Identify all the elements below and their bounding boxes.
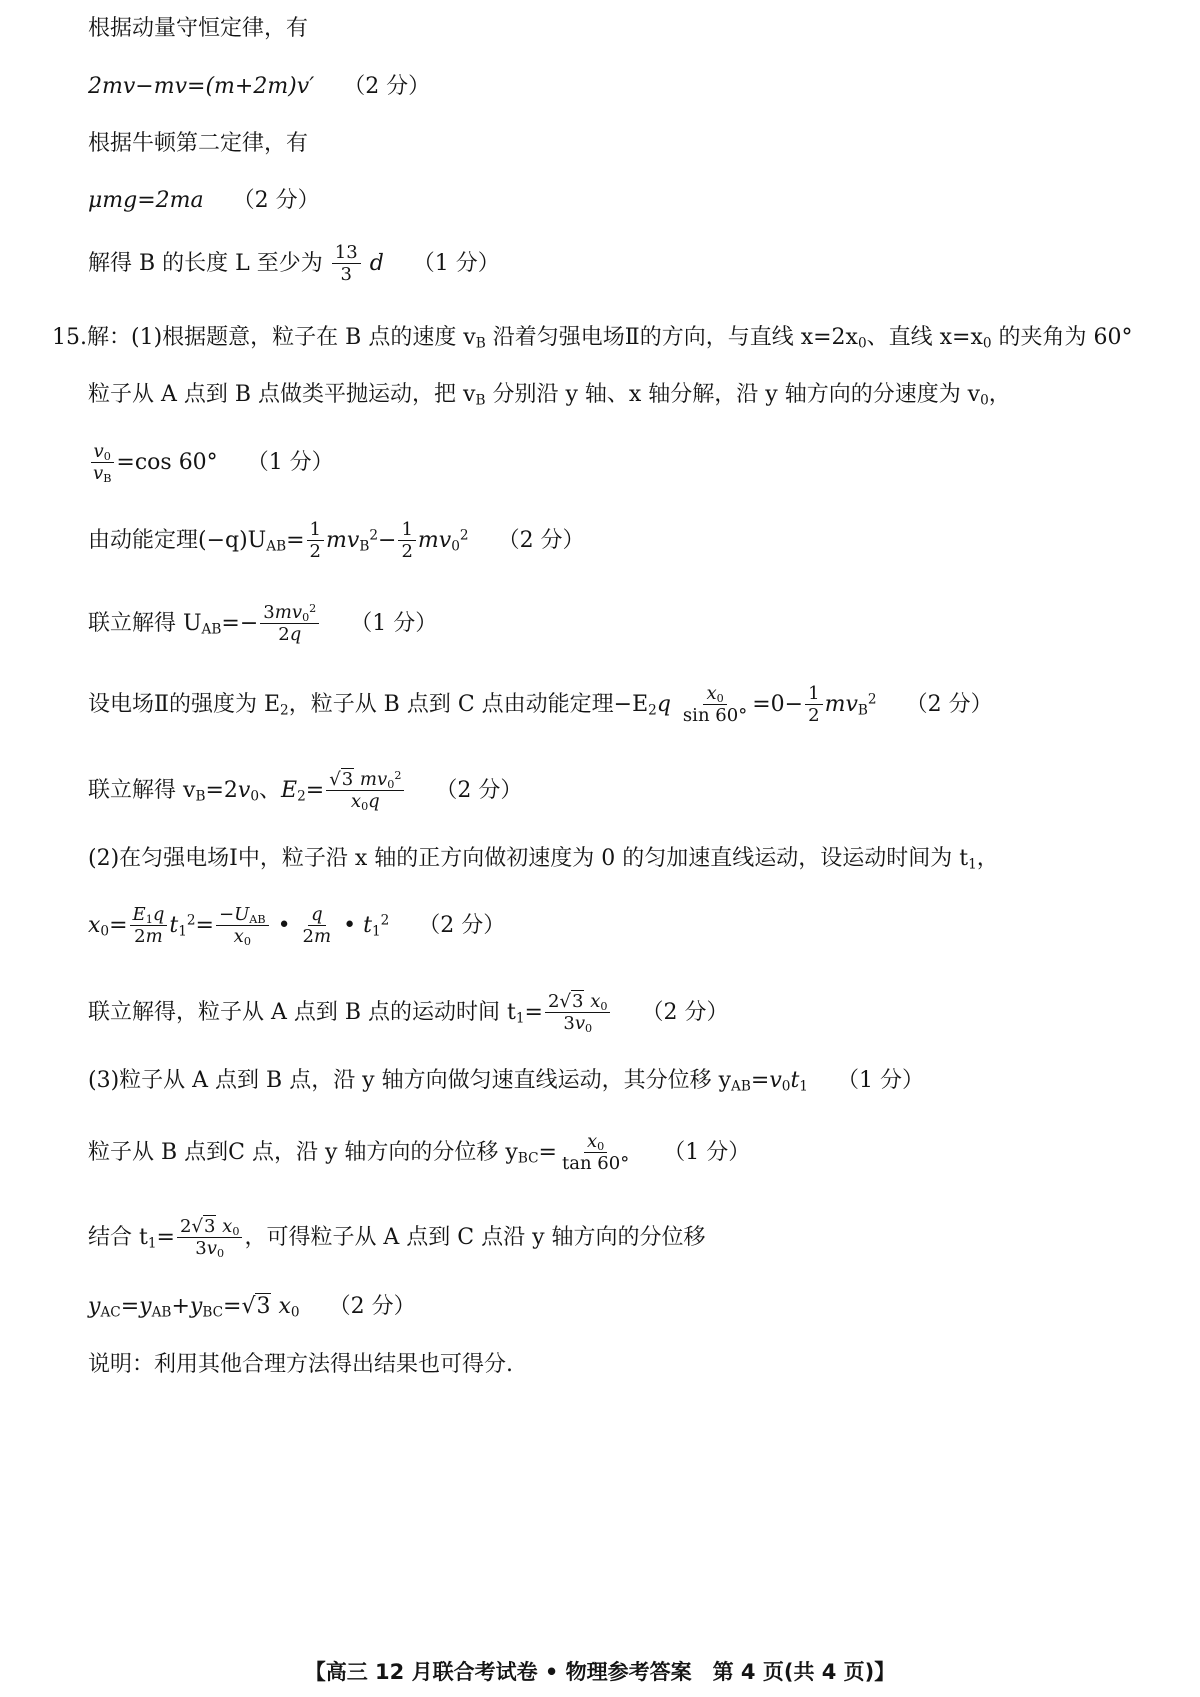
score-mark: （1 分） bbox=[246, 449, 334, 475]
equation-line: 由动能定理$(-q)U_{AB}=$ $\frac{1}{2}$ $mv_B^2-$ $\frac{1}{2}$ $mv_0^2$ （2 分） bbox=[88, 519, 585, 563]
question-number: 15. bbox=[52, 325, 87, 350]
note-text: 说明：利用其他合理方法得出结果也可得分. bbox=[88, 1352, 513, 1377]
line-text: ，粒子从 B 点到 C 点由动能定理−E bbox=[288, 691, 649, 717]
line-text: 、直线 x=x bbox=[866, 325, 983, 350]
equation-line bbox=[88, 76, 430, 98]
line-text: 设电场Ⅱ的强度为 E bbox=[88, 691, 281, 717]
equation-line: 粒子从 B 点到C 点，沿 y 轴方向的分位移 $y_{BC}=$ $\frac{x_0}{\tan 60^\circ}$ （1 分） bbox=[88, 1131, 751, 1175]
score-mark: （2 分） bbox=[343, 74, 431, 99]
line-text: (3)粒子从 A 点到 B 点，沿 y 轴方向做匀速直线运动，其分位移 y bbox=[88, 1068, 732, 1093]
subscript: 0 bbox=[980, 392, 989, 409]
equation-line: 设电场Ⅱ的强度为 $E_2$，粒子从 B 点到 C 点由动能定理$-E_2q$ $\frac{x_0}{\sin 60^\circ}$ =0− $\frac{1}{2}$ $mv_B^2$ （2 分） bbox=[88, 683, 993, 727]
text-line bbox=[88, 846, 999, 873]
line-text: 联立解得，粒子从 A 点到 B 点的运动时间 t bbox=[88, 999, 516, 1025]
subscript: 1 bbox=[968, 856, 977, 873]
score-mark: （2 分） bbox=[328, 1294, 416, 1319]
question-15-heading bbox=[52, 325, 1133, 352]
line-text: 解得 B 的长度 L 至少为 bbox=[88, 250, 323, 276]
subscript: 0 bbox=[857, 335, 867, 352]
equation-line: 联立解得 $v_B=2v_0$、$E_2=$ $\frac{√3 mv_0^2}{x_0q}$ （2 分） bbox=[88, 768, 523, 814]
line-text: 沿着匀强电场Ⅱ的方向，与直线 x=2x bbox=[485, 325, 858, 350]
equation-line bbox=[88, 442, 334, 484]
equation-line bbox=[88, 190, 320, 212]
score-mark: （2 分） bbox=[641, 999, 729, 1025]
numerator: 13 bbox=[332, 243, 361, 264]
score-mark: （2 分） bbox=[905, 691, 993, 717]
score-mark: （1 分） bbox=[350, 610, 438, 636]
fraction bbox=[332, 243, 361, 285]
subscript: B bbox=[475, 335, 486, 352]
score-mark: （2 分） bbox=[435, 777, 523, 803]
score-mark: （1 分） bbox=[412, 250, 500, 276]
line-text: 由动能定理(−q)U bbox=[88, 527, 267, 553]
velocity-ratio-fraction: $\frac{v_0}{v_B}$ bbox=[90, 442, 114, 484]
subscript: 0 bbox=[982, 335, 992, 352]
equation-line: 联立解得 $U_{AB}=-$ $\frac{3mv_0^2}{2q}$ （1 分） bbox=[88, 601, 438, 646]
line-text: ， bbox=[988, 382, 1011, 407]
equation-rhs: =cos 60° bbox=[116, 449, 218, 475]
text-line bbox=[88, 133, 308, 155]
line-text: ， bbox=[976, 846, 999, 871]
subscript: B bbox=[475, 392, 486, 409]
note-line bbox=[88, 1354, 513, 1376]
text-line bbox=[88, 18, 308, 40]
line-text: 粒子从 B 点到C 点，沿 y 轴方向的分位移 y bbox=[88, 1139, 518, 1165]
line-text: 联立解得 v bbox=[88, 777, 196, 803]
line-text: 结合 t bbox=[88, 1224, 148, 1250]
line-text: 的夹角为 60° bbox=[991, 325, 1133, 350]
text-line bbox=[88, 382, 1011, 409]
denominator: 3 bbox=[340, 264, 352, 286]
line-text: (2)在匀强电场Ⅰ中，粒子沿 x 轴的正方向做初速度为 0 的匀加速直线运动，设运动时间为 t bbox=[88, 846, 969, 871]
line-text: 粒子从 A 点到 B 点做类平抛运动，把 v bbox=[88, 382, 476, 407]
result-line bbox=[88, 243, 500, 285]
score-mark: （2 分） bbox=[418, 912, 506, 938]
score-mark: （1 分） bbox=[836, 1068, 924, 1093]
line-text: 解：(1)根据题意，粒子在 B 点的速度 v bbox=[87, 325, 476, 350]
line-text: 根据牛顿第二定律，有 bbox=[88, 131, 309, 156]
equation-line: 联立解得，粒子从 A 点到 B 点的运动时间 $t_1=$ $\frac{2√3 x_0}{3v_0}$ （2 分） bbox=[88, 991, 729, 1036]
score-mark: （2 分） bbox=[497, 527, 585, 553]
line-text: ，可得粒子从 A 点到 C 点沿 y 轴方向的分位移 bbox=[244, 1224, 706, 1250]
equation-line: $x_0=$ $\frac{E_1q}{2m}$ $t_1^2=$ $\frac{-U_{AB}}{x_0}$ • $\frac{q}{2m}$ • $t_1^2$ （2 分） bbox=[88, 904, 506, 949]
line-text: 分别沿 y 轴、x 轴分解，沿 y 轴方向的分速度为 v bbox=[485, 382, 981, 407]
score-mark: （1 分） bbox=[663, 1139, 751, 1165]
line-text: 根据动量守恒定律，有 bbox=[88, 16, 309, 41]
equation-newton: μmg=2ma bbox=[88, 188, 204, 213]
line-text: 联立解得 U bbox=[88, 610, 202, 636]
equation-line: 结合 $t_1=$ $\frac{2√3 x_0}{3v_0}$ ，可得粒子从 A 点到 C 点沿 y 轴方向的分位移 bbox=[88, 1216, 706, 1261]
variable: d bbox=[369, 250, 384, 276]
page-footer: 【高三 12 月联合考试卷 • 物理参考答案 第 4 页(共 4 页)】 bbox=[304, 1660, 896, 1684]
equation-line: $y_{AC}=y_{AB}+y_{BC}=√3$ $x_0$ （2 分） bbox=[88, 1294, 416, 1321]
score-mark: （2 分） bbox=[232, 188, 320, 213]
equation-line: (3)粒子从 A 点到 B 点，沿 y 轴方向做匀速直线运动，其分位移 $y_{AB}=v_0t_1$ （1 分） bbox=[88, 1068, 924, 1095]
equation-momentum: 2mv−mv=(m+2m)v′ bbox=[88, 74, 315, 99]
